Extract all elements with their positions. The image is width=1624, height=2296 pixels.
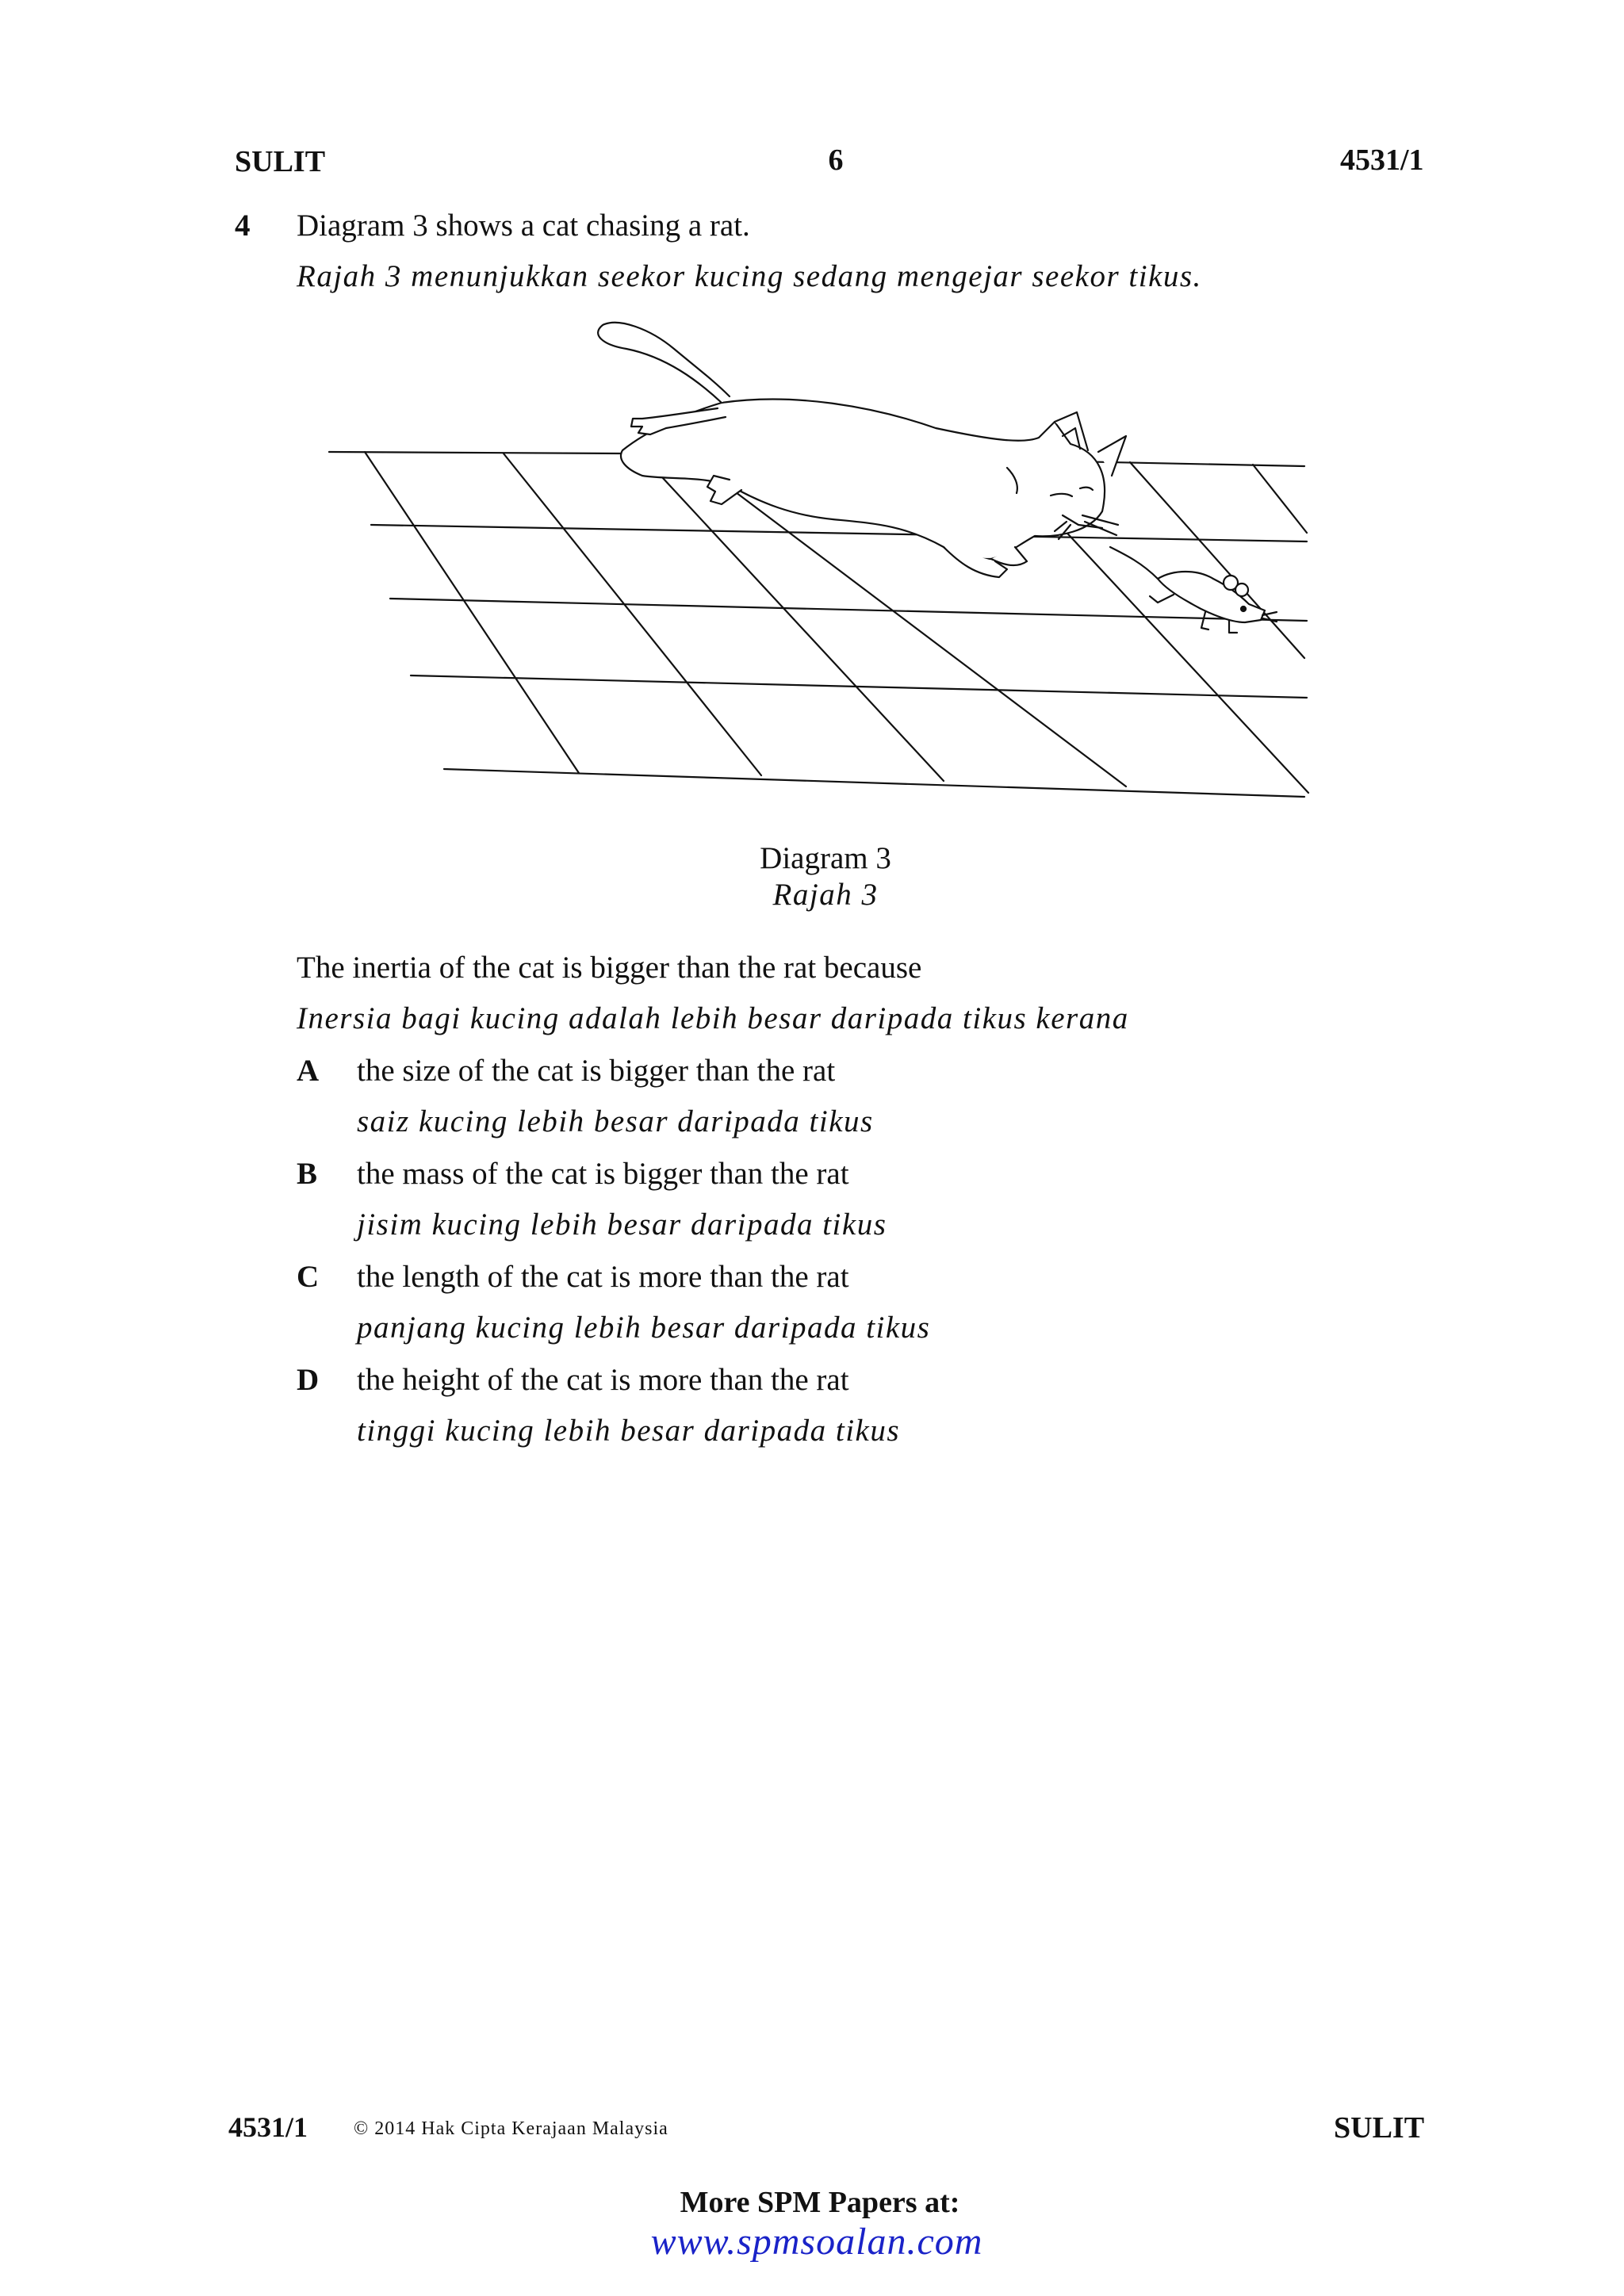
footer-classification: SULIT xyxy=(1334,2111,1425,2145)
question-stem-en: Diagram 3 shows a cat chasing a rat. xyxy=(297,209,750,243)
question-prompt-ms: Inersia bagi kucing adalah lebih besar daripada tikus kerana xyxy=(297,1001,1129,1035)
option-text-ms: saiz kucing lebih besar daripada tikus xyxy=(357,1104,874,1138)
option-text-ms: panjang kucing lebih besar daripada tikus xyxy=(357,1311,931,1345)
footer-paper-code: 4531/1 xyxy=(228,2111,308,2143)
rat-drawing xyxy=(1110,547,1277,633)
option-letter: A xyxy=(297,1054,320,1088)
question-stem-ms: Rajah 3 menunjukkan seekor kucing sedang mengejar seekor tikus. xyxy=(297,259,1202,293)
option-text-ms: jisim kucing lebih besar daripada tikus xyxy=(357,1207,887,1242)
option-text-ms: tinggi kucing lebih besar daripada tikus xyxy=(357,1414,901,1448)
question-prompt-en: The inertia of the cat is bigger than the rat because xyxy=(297,951,922,985)
question-number: 4 xyxy=(235,209,251,243)
website-link[interactable]: www.spmsoalan.com xyxy=(650,2221,983,2263)
diagram-caption-ms: Rajah 3 xyxy=(772,878,879,912)
option-text-en: the length of the cat is more than the rat xyxy=(357,1260,849,1294)
more-papers-text: More SPM Papers at: xyxy=(680,2186,960,2219)
cat-chasing-rat-diagram xyxy=(317,317,1316,809)
header-classification: SULIT xyxy=(235,145,326,178)
page-number: 6 xyxy=(828,144,844,177)
option-letter: C xyxy=(297,1260,320,1294)
diagram-caption-en: Diagram 3 xyxy=(760,841,891,875)
option-letter: B xyxy=(297,1157,318,1191)
option-letter: D xyxy=(297,1363,320,1397)
option-text-en: the height of the cat is more than the rat xyxy=(357,1363,849,1397)
option-text-en: the mass of the cat is bigger than the rat xyxy=(357,1157,849,1191)
option-text-en: the size of the cat is bigger than the rat xyxy=(357,1054,836,1088)
header-paper-code: 4531/1 xyxy=(1340,144,1424,177)
footer-copyright: © 2014 Hak Cipta Kerajaan Malaysia xyxy=(354,2118,668,2139)
cat-drawing xyxy=(598,323,1126,577)
